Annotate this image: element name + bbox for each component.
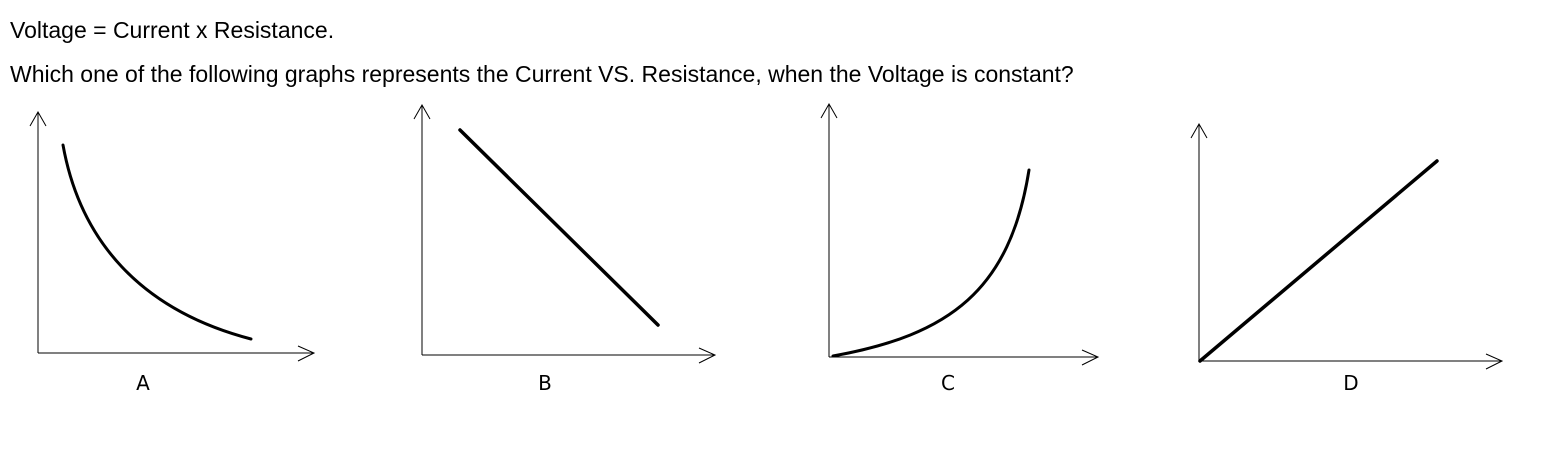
- graph-a-curve: [63, 145, 251, 339]
- graph-d-line: [1200, 161, 1437, 361]
- graph-d-y-axis: [1191, 124, 1207, 361]
- graph-b-line: [460, 130, 658, 325]
- graph-c-curve: [833, 170, 1029, 356]
- graph-d-x-axis: [1199, 354, 1502, 369]
- graph-d-label: D: [1343, 371, 1359, 395]
- question-text: Which one of the following graphs represents the Current VS. Resistance, when the Voltage is constant?: [10, 61, 1074, 87]
- graph-a-label: A: [136, 371, 150, 395]
- graph-b-label: B: [538, 371, 552, 395]
- graph-b-x-axis: [422, 348, 715, 363]
- graph-c-y-axis: [821, 104, 837, 357]
- graph-c-x-axis: [829, 350, 1098, 365]
- graph-c[interactable]: [821, 104, 1098, 395]
- equation-text: Voltage = Current x Resistance.: [10, 17, 335, 43]
- graph-b[interactable]: [414, 105, 715, 395]
- graph-d[interactable]: [1191, 124, 1502, 395]
- graph-a-y-axis: [30, 112, 46, 353]
- graph-a-x-axis: [38, 346, 314, 361]
- graph-b-y-axis: [414, 105, 430, 355]
- graph-c-label: C: [941, 371, 955, 395]
- graph-a[interactable]: [30, 112, 314, 395]
